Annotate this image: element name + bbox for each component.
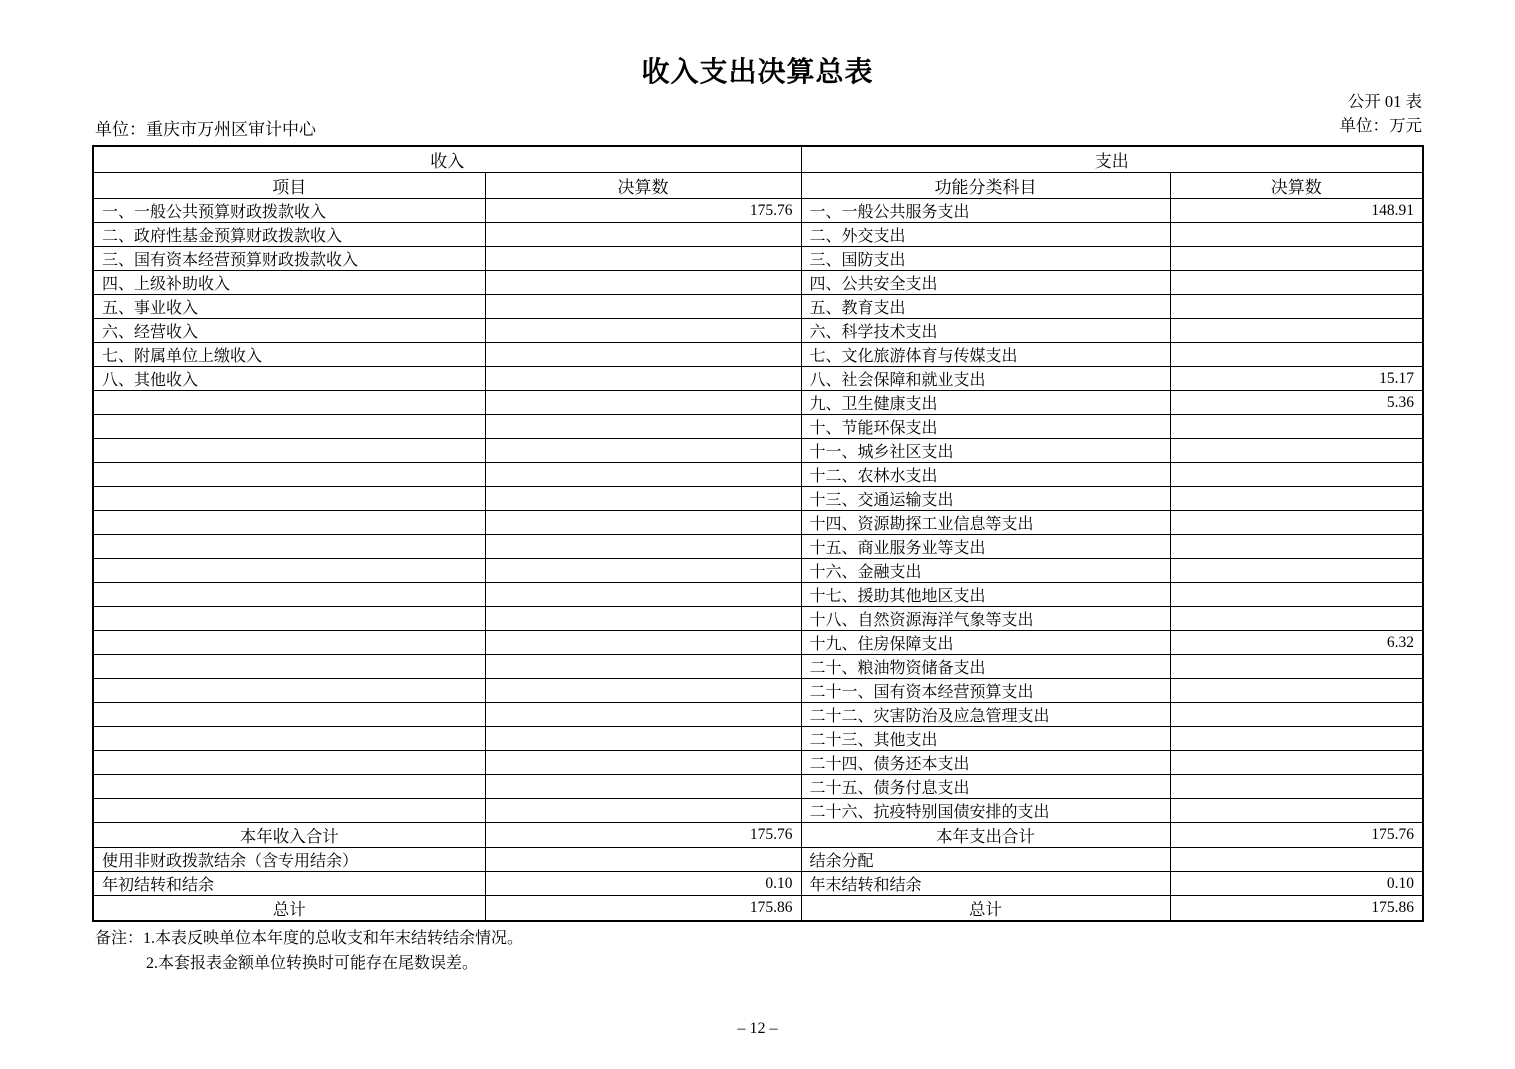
footnote-line-1 bbox=[95, 926, 523, 951]
expenditure-item-cell: 二十六、抗疫特别国债安排的支出 bbox=[801, 799, 1170, 823]
expenditure-item-cell: 二十一、国有资本经营预算支出 bbox=[801, 679, 1170, 703]
expenditure-item-cell: 十七、援助其他地区支出 bbox=[801, 583, 1170, 607]
expenditure-value-cell bbox=[1170, 319, 1423, 343]
table-row bbox=[93, 511, 1423, 535]
table-row bbox=[93, 607, 1423, 631]
expenditure-item-cell: 十、节能环保支出 bbox=[801, 415, 1170, 439]
income-item-cell: 四、上级补助收入 bbox=[93, 271, 485, 295]
income-footer-label-cell: 年初结转和结余 bbox=[93, 872, 485, 896]
footnote-text-1: 1.本表反映单位本年度的总收支和年末结转结余情况。 bbox=[143, 930, 524, 947]
expenditure-value-cell bbox=[1170, 511, 1423, 535]
income-item-cell bbox=[93, 583, 485, 607]
table-row bbox=[93, 631, 1423, 655]
income-value-cell bbox=[485, 247, 801, 271]
table-row bbox=[93, 775, 1423, 799]
expenditure-item-cell: 五、教育支出 bbox=[801, 295, 1170, 319]
income-value-cell bbox=[485, 631, 801, 655]
expenditure-item-header: 功能分类科目 bbox=[801, 173, 1170, 199]
income-value-cell bbox=[485, 583, 801, 607]
expenditure-value-cell bbox=[1170, 583, 1423, 607]
income-item-cell bbox=[93, 655, 485, 679]
expenditure-value-cell bbox=[1170, 703, 1423, 727]
expenditure-footer-label-cell: 总计 bbox=[801, 896, 1170, 922]
table-row bbox=[93, 415, 1423, 439]
income-item-cell bbox=[93, 415, 485, 439]
expenditure-footer-value-cell: 175.86 bbox=[1170, 896, 1423, 922]
income-item-cell bbox=[93, 511, 485, 535]
income-value-cell bbox=[485, 415, 801, 439]
income-footer-value-cell bbox=[485, 848, 801, 872]
expenditure-value-cell: 6.32 bbox=[1170, 631, 1423, 655]
expenditure-value-cell: 148.91 bbox=[1170, 199, 1423, 223]
income-item-cell bbox=[93, 631, 485, 655]
table-footer-row bbox=[93, 872, 1423, 896]
income-item-cell: 三、国有资本经营预算财政拨款收入 bbox=[93, 247, 485, 271]
expenditure-value-cell bbox=[1170, 727, 1423, 751]
expenditure-value-cell bbox=[1170, 559, 1423, 583]
expenditure-item-cell: 七、文化旅游体育与传媒支出 bbox=[801, 343, 1170, 367]
table-row bbox=[93, 199, 1423, 223]
table-row bbox=[93, 703, 1423, 727]
expenditure-value-cell bbox=[1170, 751, 1423, 775]
income-value-cell bbox=[485, 775, 801, 799]
expenditure-value-cell bbox=[1170, 415, 1423, 439]
income-item-cell: 六、经营收入 bbox=[93, 319, 485, 343]
expenditure-value-cell: 15.17 bbox=[1170, 367, 1423, 391]
income-footer-label-cell: 总计 bbox=[93, 896, 485, 922]
expenditure-value-cell bbox=[1170, 295, 1423, 319]
income-item-cell: 二、政府性基金预算财政拨款收入 bbox=[93, 223, 485, 247]
income-item-cell bbox=[93, 799, 485, 823]
table-row bbox=[93, 391, 1423, 415]
income-item-cell: 一、一般公共预算财政拨款收入 bbox=[93, 199, 485, 223]
income-value-cell bbox=[485, 799, 801, 823]
expenditure-value-cell bbox=[1170, 607, 1423, 631]
table-footer-row bbox=[93, 823, 1423, 848]
income-value-cell bbox=[485, 751, 801, 775]
table-footer-row bbox=[93, 848, 1423, 872]
income-item-cell bbox=[93, 487, 485, 511]
income-footer-value-cell: 175.86 bbox=[485, 896, 801, 922]
expenditure-item-cell: 十五、商业服务业等支出 bbox=[801, 535, 1170, 559]
income-value-cell bbox=[485, 367, 801, 391]
expenditure-value-header: 决算数 bbox=[1170, 173, 1423, 199]
expenditure-value-cell bbox=[1170, 463, 1423, 487]
table-row bbox=[93, 319, 1423, 343]
expenditure-item-cell: 十六、金融支出 bbox=[801, 559, 1170, 583]
expenditure-footer-label-cell: 结余分配 bbox=[801, 848, 1170, 872]
expenditure-value-cell bbox=[1170, 535, 1423, 559]
income-value-cell bbox=[485, 727, 801, 751]
table-row bbox=[93, 799, 1423, 823]
budget-summary-table bbox=[92, 145, 1424, 922]
table-code-label: 公开 01 表 bbox=[1347, 92, 1422, 111]
expenditure-footer-label-cell: 本年支出合计 bbox=[801, 823, 1170, 848]
expenditure-item-cell: 二十三、其他支出 bbox=[801, 727, 1170, 751]
page-title: 收入支出决算总表 bbox=[641, 57, 874, 88]
income-item-cell: 七、附属单位上缴收入 bbox=[93, 343, 485, 367]
income-item-cell bbox=[93, 535, 485, 559]
expenditure-value-cell bbox=[1170, 679, 1423, 703]
currency-unit-label: 单位：万元 bbox=[1339, 116, 1422, 135]
table-row bbox=[93, 247, 1423, 271]
table-row bbox=[93, 583, 1423, 607]
table-row bbox=[93, 295, 1423, 319]
expenditure-value-cell bbox=[1170, 343, 1423, 367]
income-value-cell bbox=[485, 271, 801, 295]
income-value-cell bbox=[485, 439, 801, 463]
income-item-cell bbox=[93, 559, 485, 583]
expenditure-item-cell: 十三、交通运输支出 bbox=[801, 487, 1170, 511]
table-row bbox=[93, 487, 1423, 511]
income-value-cell bbox=[485, 655, 801, 679]
table-row bbox=[93, 367, 1423, 391]
expenditure-value-cell bbox=[1170, 439, 1423, 463]
income-item-header: 项目 bbox=[93, 173, 485, 199]
income-value-cell bbox=[485, 607, 801, 631]
table-row bbox=[93, 727, 1423, 751]
income-item-cell bbox=[93, 727, 485, 751]
table-row bbox=[93, 463, 1423, 487]
income-value-cell bbox=[485, 319, 801, 343]
expenditure-value-cell: 5.36 bbox=[1170, 391, 1423, 415]
table-row bbox=[93, 559, 1423, 583]
income-section-title: 收入 bbox=[93, 146, 801, 173]
income-value-cell bbox=[485, 343, 801, 367]
expenditure-item-cell: 三、国防支出 bbox=[801, 247, 1170, 271]
income-footer-value-cell: 175.76 bbox=[485, 823, 801, 848]
income-value-cell: 175.76 bbox=[485, 199, 801, 223]
footnote-text-2: 2.本套报表金额单位转换时可能存在尾数误差。 bbox=[146, 955, 479, 972]
expenditure-item-cell: 八、社会保障和就业支出 bbox=[801, 367, 1170, 391]
expenditure-value-cell bbox=[1170, 799, 1423, 823]
income-value-cell bbox=[485, 295, 801, 319]
income-footer-label-cell: 本年收入合计 bbox=[93, 823, 485, 848]
income-item-cell bbox=[93, 703, 485, 727]
table-row bbox=[93, 271, 1423, 295]
income-item-cell: 八、其他收入 bbox=[93, 367, 485, 391]
expenditure-item-cell: 六、科学技术支出 bbox=[801, 319, 1170, 343]
income-item-cell bbox=[93, 439, 485, 463]
table-footer-row bbox=[93, 896, 1423, 922]
expenditure-item-cell: 二十、粮油物资储备支出 bbox=[801, 655, 1170, 679]
income-value-cell bbox=[485, 511, 801, 535]
expenditure-item-cell: 九、卫生健康支出 bbox=[801, 391, 1170, 415]
expenditure-footer-value-cell: 0.10 bbox=[1170, 872, 1423, 896]
expenditure-item-cell: 十一、城乡社区支出 bbox=[801, 439, 1170, 463]
income-item-cell bbox=[93, 463, 485, 487]
income-item-cell bbox=[93, 391, 485, 415]
table-row bbox=[93, 343, 1423, 367]
expenditure-section-title: 支出 bbox=[801, 146, 1423, 173]
table-row bbox=[93, 223, 1423, 247]
expenditure-item-cell: 二十五、债务付息支出 bbox=[801, 775, 1170, 799]
expenditure-value-cell bbox=[1170, 655, 1423, 679]
income-value-cell bbox=[485, 679, 801, 703]
section-header-row bbox=[93, 146, 1423, 173]
expenditure-footer-value-cell: 175.76 bbox=[1170, 823, 1423, 848]
income-value-cell bbox=[485, 223, 801, 247]
income-item-cell bbox=[93, 607, 485, 631]
income-item-cell bbox=[93, 775, 485, 799]
expenditure-item-cell: 十四、资源勘探工业信息等支出 bbox=[801, 511, 1170, 535]
expenditure-item-cell: 十八、自然资源海洋气象等支出 bbox=[801, 607, 1170, 631]
expenditure-item-cell: 四、公共安全支出 bbox=[801, 271, 1170, 295]
column-header-row bbox=[93, 173, 1423, 199]
income-value-cell bbox=[485, 703, 801, 727]
expenditure-item-cell: 二、外交支出 bbox=[801, 223, 1170, 247]
expenditure-value-cell bbox=[1170, 271, 1423, 295]
income-value-cell bbox=[485, 487, 801, 511]
table-row bbox=[93, 535, 1423, 559]
income-value-cell bbox=[485, 463, 801, 487]
expenditure-value-cell bbox=[1170, 247, 1423, 271]
expenditure-item-cell: 十九、住房保障支出 bbox=[801, 631, 1170, 655]
expenditure-item-cell: 一、一般公共服务支出 bbox=[801, 199, 1170, 223]
table-row bbox=[93, 679, 1423, 703]
income-value-cell bbox=[485, 391, 801, 415]
expenditure-item-cell: 二十四、债务还本支出 bbox=[801, 751, 1170, 775]
expenditure-value-cell bbox=[1170, 223, 1423, 247]
income-value-cell bbox=[485, 535, 801, 559]
expenditure-value-cell bbox=[1170, 487, 1423, 511]
expenditure-footer-value-cell bbox=[1170, 848, 1423, 872]
expenditure-footer-label-cell: 年末结转和结余 bbox=[801, 872, 1170, 896]
table-row bbox=[93, 751, 1423, 775]
expenditure-value-cell bbox=[1170, 775, 1423, 799]
income-footer-value-cell: 0.10 bbox=[485, 872, 801, 896]
org-unit-label: 单位：重庆市万州区审计中心 bbox=[95, 120, 316, 139]
footnote-label: 备注： bbox=[95, 930, 144, 947]
footnote-line-2 bbox=[95, 951, 523, 976]
expenditure-item-cell: 二十二、灾害防治及应急管理支出 bbox=[801, 703, 1170, 727]
page-number: – 12 – bbox=[737, 1020, 778, 1037]
table-row bbox=[93, 655, 1423, 679]
income-footer-label-cell: 使用非财政拨款结余（含专用结余） bbox=[93, 848, 485, 872]
table-row bbox=[93, 439, 1423, 463]
income-item-cell bbox=[93, 679, 485, 703]
income-value-header: 决算数 bbox=[485, 173, 801, 199]
income-item-cell: 五、事业收入 bbox=[93, 295, 485, 319]
income-item-cell bbox=[93, 751, 485, 775]
income-value-cell bbox=[485, 559, 801, 583]
expenditure-item-cell: 十二、农林水支出 bbox=[801, 463, 1170, 487]
footnotes bbox=[95, 926, 523, 976]
